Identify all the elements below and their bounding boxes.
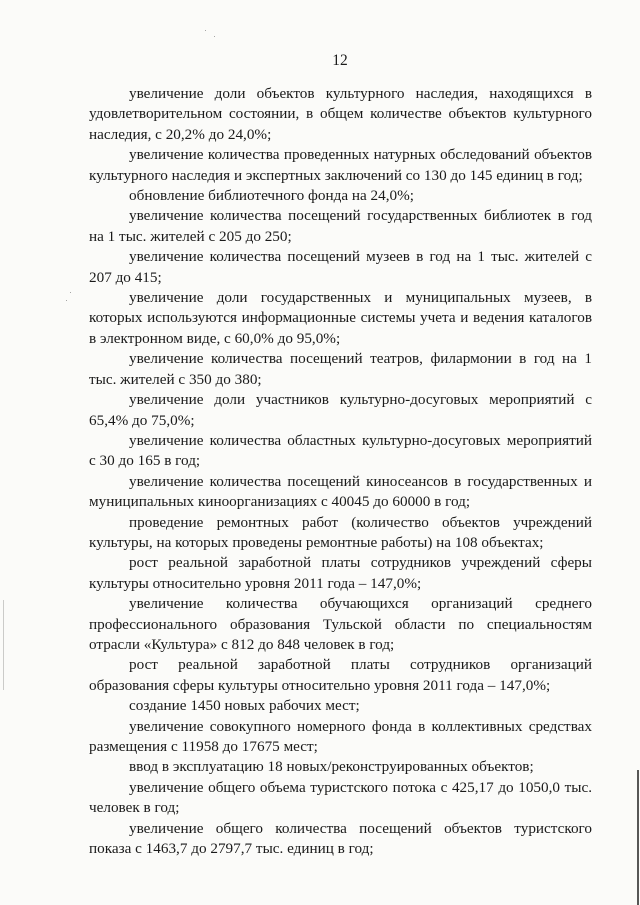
scan-edge-mark [3,600,4,690]
paragraph: увеличение количества посещений театров, филармонии в год на 1 тыс. жителей с 350 до 380; [89,350,592,388]
paragraph: увеличение количества проведенных натурных обследований объектов культурного наследия и экспертных заключений со 130 до 145 единиц в год; [89,146,592,184]
paragraph: увеличение общего объема туристского потока с 425,17 до 1050,0 тыс. человек в год; [89,778,592,817]
paragraph: ввод в эксплуатацию 18 новых/реконструированных объектов; [129,758,534,776]
paragraph: рост реальной заработной платы сотрудников организаций образования сферы культуры относительно уровня 2011 года – 147,0%; [89,656,592,694]
paragraph: увеличение общего количества посещений объектов туристского показа с 1463,7 до 2797,7 тыс. единиц в год; [89,819,592,858]
scan-speck [70,292,71,293]
paragraph: рост реальной заработной платы сотрудников учреждений сферы культуры относительно уровня 2011 года – 147,0%; [89,554,592,592]
scan-speck [214,36,215,37]
paragraph: увеличение количества посещений киносеансов в государственных и муниципальных киноорганизациях с 40045 до 60000 в год; [89,472,592,511]
paragraph: увеличение количества посещений государственных библиотек в год на 1 тыс. жителей с 205 до 250; [89,207,592,245]
page-number: 12 [332,52,348,69]
paragraph: проведение ремонтных работ (количество объектов учреждений культуры, на которых проведены ремонтные работы) на 108 объектах; [89,513,592,551]
paragraph: увеличение количества обучающихся организаций среднего профессионального образования Тульской области по специальностям отрасли «Культура» с 812 до 848 человек в год; [89,595,592,653]
scan-speck [205,30,206,31]
scan-edge-mark [637,770,639,905]
paragraph: увеличение количества посещений музеев в год на 1 тыс. жителей с 207 до 415; [89,248,592,286]
scan-speck [66,300,67,301]
paragraph: увеличение доли участников культурно-досуговых мероприятий с 65,4% до 75,0%; [89,391,592,429]
paragraph: создание 1450 новых рабочих мест; [129,697,360,715]
document-body [89,84,592,859]
paragraph: увеличение совокупного номерного фонда в коллективных средствах размещения с 11958 до 17675 мест; [89,717,592,755]
paragraph: увеличение доли объектов культурного наследия, находящихся в удовлетворительном состоянии, в общем количестве объектов культурного наследия, с 20,2% до 24,0%; [89,85,592,143]
paragraph: обновление библиотечного фонда на 24,0%; [129,187,414,205]
paragraph: увеличение количества областных культурно-досуговых мероприятий с 30 до 165 в год; [89,431,592,470]
paragraph: увеличение доли государственных и муниципальных музеев, в которых используются информационные системы учета и ведения каталогов в электронном виде, с 60,0% до 95,0%; [89,289,592,347]
